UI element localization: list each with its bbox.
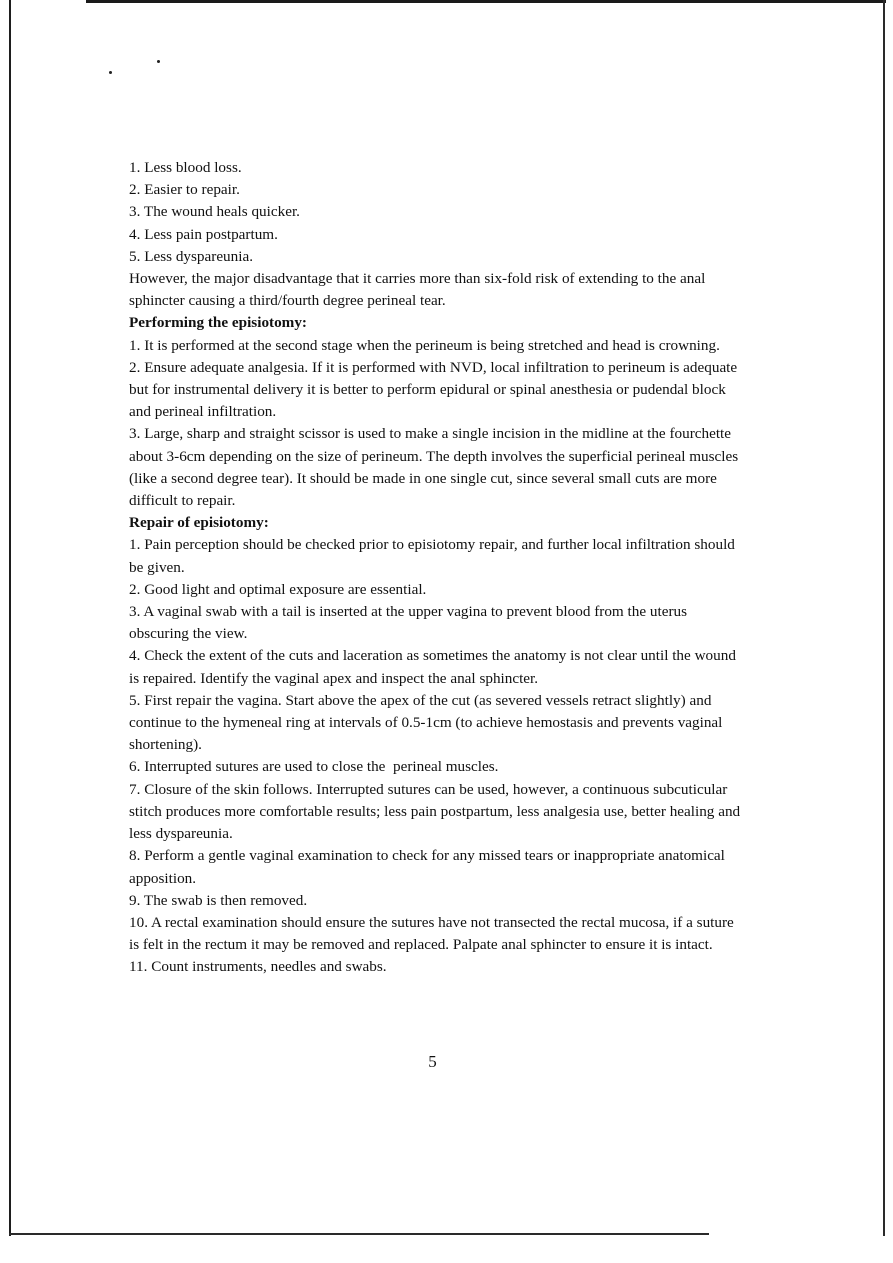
performing-heading: Performing the episiotomy: <box>129 314 307 332</box>
repair-step: 1. Pain perception should be checked prior to episiotomy repair, and further local infiltration should be given. <box>129 536 739 576</box>
repair-step: 5. First repair the vagina. Start above the apex of the cut (as severed vessels retract slightly) and continue to the hymeneal ring at intervals of 0.5-1cm (to achieve hemostasis and prevents vaginal shortening). <box>129 691 727 754</box>
scan-border-bottom <box>9 1233 709 1235</box>
repair-step: 3. A vaginal swab with a tail is inserted at the upper vagina to prevent blood from the uterus obscuring the view. <box>129 603 691 643</box>
advantage-item: 2. Easier to repair. <box>129 181 240 199</box>
scan-speck <box>109 71 112 74</box>
advantage-item: 3. The wound heals quicker. <box>129 203 300 221</box>
document-body <box>129 157 744 979</box>
performing-step: 1. It is performed at the second stage when the perineum is being stretched and head is crowning. <box>129 336 720 354</box>
advantage-item: 5. Less dyspareunia. <box>129 247 253 265</box>
advantage-item: 4. Less pain postpartum. <box>129 225 278 243</box>
scan-border-left <box>9 0 11 1236</box>
repair-step: 11. Count instruments, needles and swabs. <box>129 958 387 976</box>
repair-step: 8. Perform a gentle vaginal examination to check for any missed tears or inappropriate anatomical apposition. <box>129 847 729 887</box>
repair-step: 10. A rectal examination should ensure the sutures have not transected the rectal mucosa, if a suture is felt in the rectum it may be removed and replaced. Palpate anal sphincter to ensure it is intact. <box>129 913 738 954</box>
page-number: 5 <box>428 1052 437 1071</box>
repair-step: 9. The swab is then removed. <box>129 891 308 909</box>
repair-step: 6. Interrupted sutures are used to close the perineal muscles. <box>129 758 499 776</box>
scan-border-top <box>86 0 886 3</box>
disadvantage-paragraph: However, the major disadvantage that it carries more than six-fold risk of extending to the anal sphincter causing a third/fourth degree perineal tear. <box>129 270 710 310</box>
scan-border-right <box>883 0 885 1236</box>
repair-step: 7. Closure of the skin follows. Interrupted sutures can be used, however, a continuous subcuticular stitch produces more comfortable results; less pain postpartum, less analgesia use, better healing and less dyspareunia. <box>129 780 744 843</box>
performing-step: 3. Large, sharp and straight scissor is used to make a single incision in the midline at the fourchette about 3-6cm depending on the size of perineum. The depth involves the superficial perineal muscles (like a second degree tear). It should be made in one single cut, since several small cuts are more difficult to repair. <box>129 425 742 510</box>
performing-step: 2. Ensure adequate analgesia. If it is performed with NVD, local infiltration to perineum is adequate but for instrumental delivery it is better to perform epidural or spinal anesthesia or pudendal block and perineal infiltration. <box>129 358 741 421</box>
advantage-item: 1. Less blood loss. <box>129 159 242 176</box>
scan-speck <box>157 60 160 63</box>
repair-step: 2. Good light and optimal exposure are essential. <box>129 580 427 598</box>
repair-step: 4. Check the extent of the cuts and laceration as sometimes the anatomy is not clear until the wound is repaired. Identify the vaginal apex and inspect the anal sphincter. <box>129 647 740 687</box>
repair-heading: Repair of episiotomy: <box>129 514 269 532</box>
